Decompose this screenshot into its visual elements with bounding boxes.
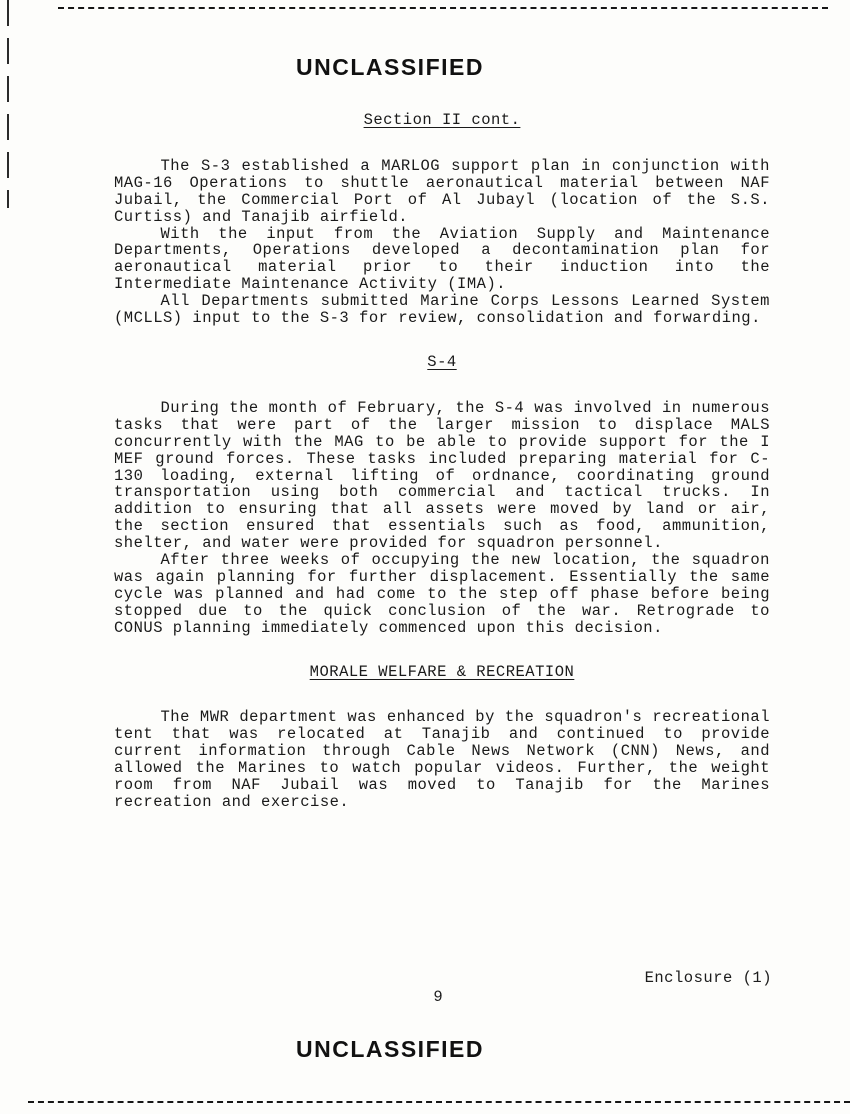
scan-artifact-bottom-dashes (28, 1101, 850, 1103)
paragraph-mclls: All Departments submitted Marine Corps Lessons Learned System (MCLLS) input to the S-3 for review, consolidation and forwarding. (114, 292, 770, 328)
scan-artifact-top-dashes (58, 7, 828, 9)
enclosure-label: Enclosure (1) (644, 969, 772, 987)
section-heading-mwr: MORALE WELFARE & RECREATION (309, 662, 575, 681)
section-heading-section-ii-cont: Section II cont. (363, 111, 521, 129)
paragraph-mwr: The MWR department was enhanced by the squadron's recreational tent that was relocated at Tanajib and continued to provide current information through Cable News Network (CNN) News, and allowed the Marines to watch popular videos. Further, the weight room from NAF Jubail was moved to Tanajib for the Marines recreation and exercise. (114, 708, 770, 811)
paragraph-s3-marlog: The S-3 established a MARLOG support plan in conjunction with MAG-16 Operations to shuttle aeronautical material between NAF Jubail, the Commercial Port of Al Jubayl (location of the S.S. Curtiss) and Tanajib airfield. (114, 156, 770, 226)
classification-banner-top: UNCLASSIFIED (296, 54, 484, 80)
classification-banner-bottom: UNCLASSIFIED (296, 1036, 484, 1062)
document-body (114, 112, 770, 811)
page-number: 9 (433, 988, 443, 1006)
section-heading-s4: S-4 (427, 352, 457, 371)
scan-artifact-left-line (7, 0, 9, 208)
paragraph-s4-displacement: After three weeks of occupying the new location, the squadron was again planning for further displacement. Essentially the same cycle was planned and had come to the step off phase before being stopped due to the quick conclusion of the war. Retrograde to CONUS planning immediately commenced upon this decision. (114, 551, 770, 637)
paragraph-decontamination-plan: With the input from the Aviation Supply and Maintenance Departments, Operations developed a decontamination plan for aeronautical material prior to their induction into the Intermediate Maintenance Activity (IMA). (114, 224, 770, 294)
paragraph-s4-february: During the month of February, the S-4 was involved in numerous tasks that were part of the larger mission to displace MALS concurrently with the MAG to be able to provide support for the I MEF ground forces. These tasks included preparing material for C-130 loading, external lifting of ordnance, coordinating ground transportation using both commercial and tactical trucks. In addition to ensuring that all assets were moved by land or air, the section ensured that essentials such as food, ammunition, shelter, and water were provided for squadron personnel. (114, 398, 770, 553)
